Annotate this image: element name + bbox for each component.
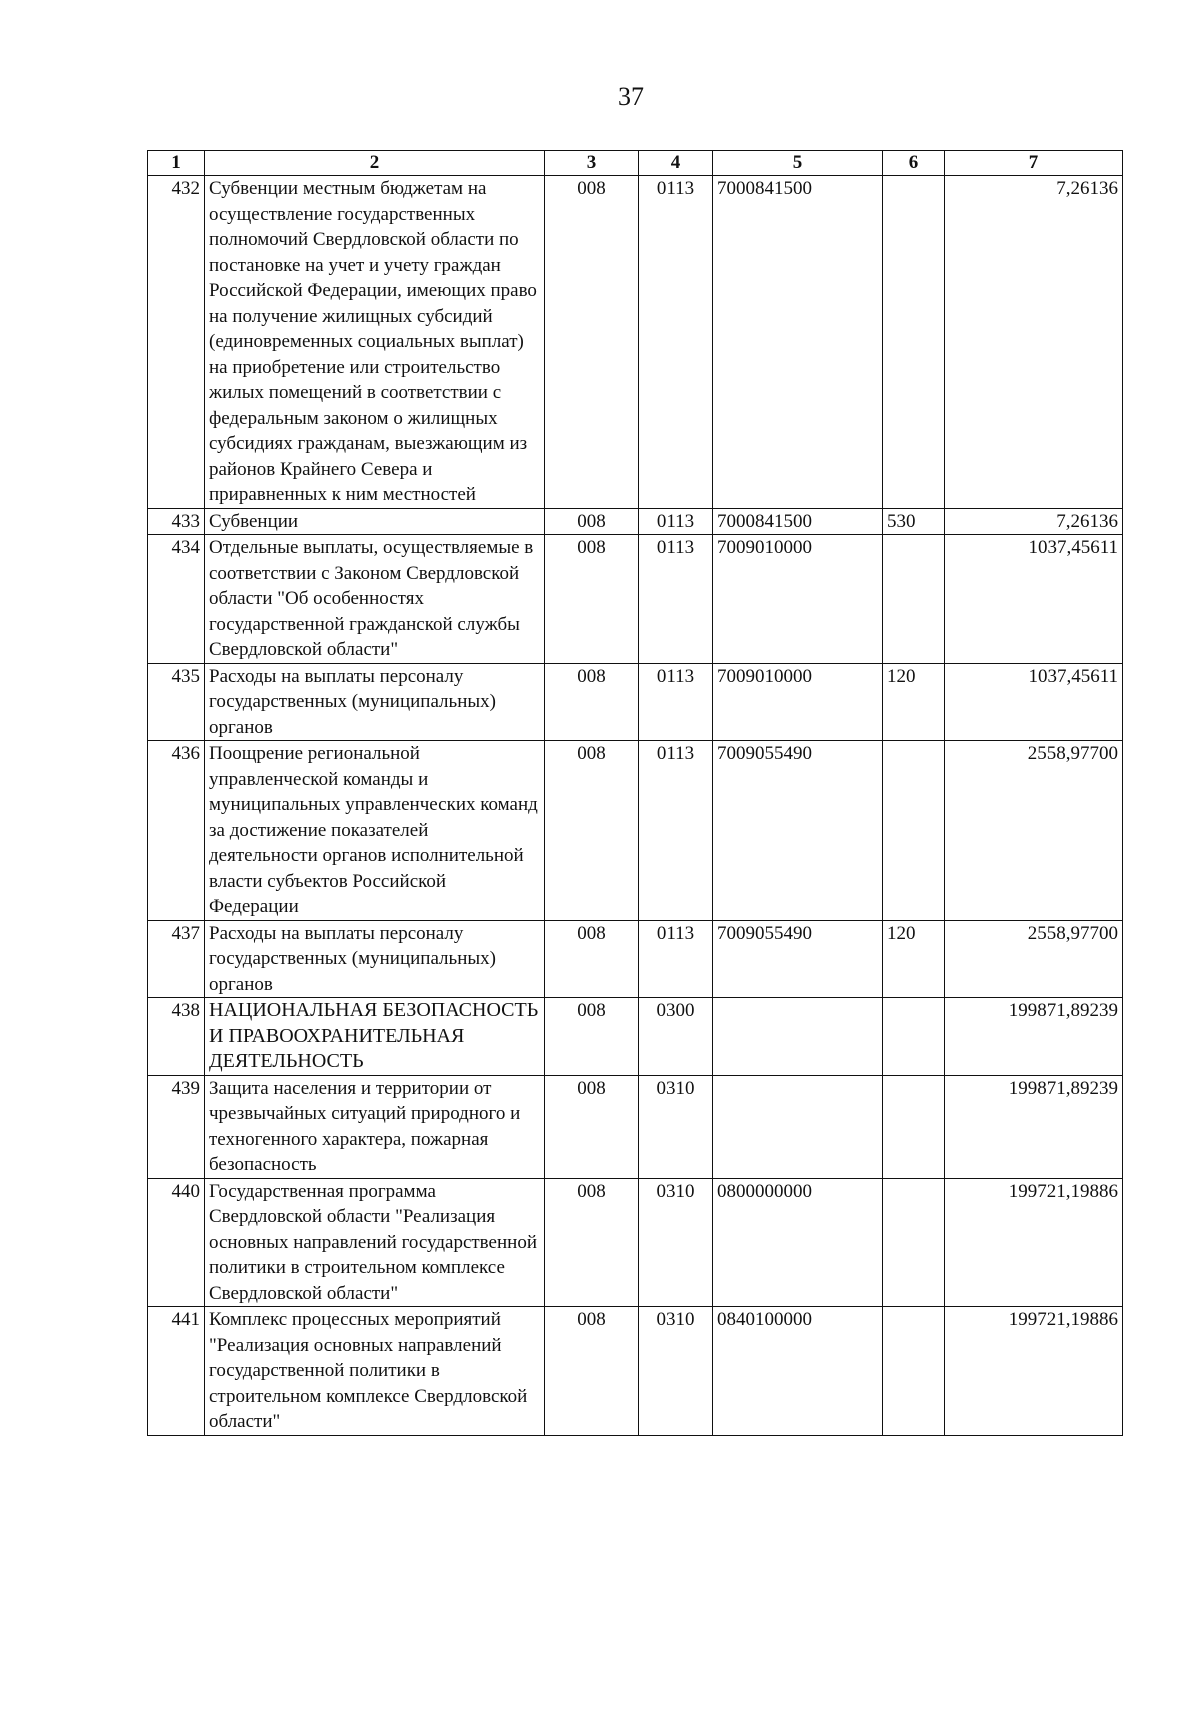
row-name: Расходы на выплаты персоналу государственных (муниципальных) органов — [205, 663, 545, 741]
row-number: 434 — [148, 535, 205, 664]
header-col-4: 4 — [639, 151, 713, 176]
row-name: Отдельные выплаты, осуществляемые в соответствии с Законом Свердловской области "Об особенностях государственной гражданской службы Свердловской области" — [205, 535, 545, 664]
row-section-code: 0113 — [639, 741, 713, 921]
table-row — [148, 1307, 1123, 1436]
row-number: 437 — [148, 920, 205, 998]
row-amount: 7,26136 — [945, 176, 1123, 509]
row-number: 433 — [148, 508, 205, 535]
row-ministry-code: 008 — [545, 1075, 639, 1178]
header-col-6: 6 — [883, 151, 945, 176]
row-section-code: 0113 — [639, 535, 713, 664]
row-name: НАЦИОНАЛЬНАЯ БЕЗОПАСНОСТЬ И ПРАВООХРАНИТЕЛЬНАЯ ДЕЯТЕЛЬНОСТЬ — [205, 998, 545, 1076]
row-ministry-code: 008 — [545, 741, 639, 921]
table-header — [148, 151, 1123, 176]
header-row — [148, 151, 1123, 176]
row-ministry-code: 008 — [545, 998, 639, 1076]
row-expense-type — [883, 998, 945, 1076]
row-name: Расходы на выплаты персоналу государственных (муниципальных) органов — [205, 920, 545, 998]
row-number: 435 — [148, 663, 205, 741]
header-col-2: 2 — [205, 151, 545, 176]
row-expense-type — [883, 535, 945, 664]
row-amount: 1037,45611 — [945, 535, 1123, 664]
row-amount: 199721,19886 — [945, 1178, 1123, 1307]
row-amount: 199871,89239 — [945, 1075, 1123, 1178]
row-section-code: 0113 — [639, 920, 713, 998]
row-target-code — [713, 1075, 883, 1178]
row-ministry-code: 008 — [545, 1178, 639, 1307]
row-number: 432 — [148, 176, 205, 509]
row-amount: 2558,97700 — [945, 920, 1123, 998]
table-row — [148, 663, 1123, 741]
row-section-code: 0310 — [639, 1178, 713, 1307]
row-expense-type — [883, 176, 945, 509]
row-target-code: 7009010000 — [713, 535, 883, 664]
row-target-code: 7009055490 — [713, 741, 883, 921]
row-ministry-code: 008 — [545, 535, 639, 664]
row-ministry-code: 008 — [545, 663, 639, 741]
row-target-code: 7000841500 — [713, 508, 883, 535]
row-section-code: 0310 — [639, 1307, 713, 1436]
row-name: Защита населения и территории от чрезвычайных ситуаций природного и техногенного характера, пожарная безопасность — [205, 1075, 545, 1178]
row-target-code: 7009010000 — [713, 663, 883, 741]
row-expense-type — [883, 1307, 945, 1436]
row-expense-type — [883, 741, 945, 921]
row-ministry-code: 008 — [545, 176, 639, 509]
row-target-code: 0840100000 — [713, 1307, 883, 1436]
header-col-5: 5 — [713, 151, 883, 176]
row-expense-type: 120 — [883, 663, 945, 741]
row-ministry-code: 008 — [545, 508, 639, 535]
table-row — [148, 1075, 1123, 1178]
table-row — [148, 535, 1123, 664]
row-expense-type — [883, 1075, 945, 1178]
row-amount: 7,26136 — [945, 508, 1123, 535]
table-row — [148, 176, 1123, 509]
budget-table — [147, 150, 1123, 1436]
row-section-code: 0113 — [639, 663, 713, 741]
row-target-code: 7009055490 — [713, 920, 883, 998]
row-name: Государственная программа Свердловской области "Реализация основных направлений государственной политики в строительном комплексе Свердловской области" — [205, 1178, 545, 1307]
table-row — [148, 741, 1123, 921]
row-amount: 2558,97700 — [945, 741, 1123, 921]
row-number: 440 — [148, 1178, 205, 1307]
header-col-3: 3 — [545, 151, 639, 176]
row-amount: 199721,19886 — [945, 1307, 1123, 1436]
row-section-code: 0310 — [639, 1075, 713, 1178]
row-section-code: 0300 — [639, 998, 713, 1076]
table-row — [148, 920, 1123, 998]
row-name: Субвенции местным бюджетам на осуществление государственных полномочий Свердловской области по постановке на учет и учету граждан Российской Федерации, имеющих право на получение жилищных субсидий (единовременных социальных выплат) на приобретение или строительство жилых помещений в соответствии с федеральным законом о жилищных субсидиях гражданам, выезжающим из районов Крайнего Севера и приравненных к ним местностей — [205, 176, 545, 509]
row-expense-type: 120 — [883, 920, 945, 998]
row-number: 439 — [148, 1075, 205, 1178]
row-target-code: 0800000000 — [713, 1178, 883, 1307]
row-expense-type — [883, 1178, 945, 1307]
row-expense-type: 530 — [883, 508, 945, 535]
table-body — [148, 176, 1123, 1436]
row-name: Субвенции — [205, 508, 545, 535]
row-name: Комплекс процессных мероприятий "Реализация основных направлений государственной политики в строительном комплексе Свердловской области" — [205, 1307, 545, 1436]
row-amount: 1037,45611 — [945, 663, 1123, 741]
row-amount: 199871,89239 — [945, 998, 1123, 1076]
row-number: 441 — [148, 1307, 205, 1436]
row-number: 436 — [148, 741, 205, 921]
row-target-code — [713, 998, 883, 1076]
table-row — [148, 1178, 1123, 1307]
row-name: Поощрение региональной управленческой команды и муниципальных управленческих команд за достижение показателей деятельности органов исполнительной власти субъектов Российской Федерации — [205, 741, 545, 921]
row-ministry-code: 008 — [545, 1307, 639, 1436]
row-section-code: 0113 — [639, 176, 713, 509]
row-target-code: 7000841500 — [713, 176, 883, 509]
page-number: 37 — [618, 82, 644, 111]
table-row — [148, 508, 1123, 535]
header-col-1: 1 — [148, 151, 205, 176]
row-number: 438 — [148, 998, 205, 1076]
table-row — [148, 998, 1123, 1076]
row-ministry-code: 008 — [545, 920, 639, 998]
header-col-7: 7 — [945, 151, 1123, 176]
row-section-code: 0113 — [639, 508, 713, 535]
